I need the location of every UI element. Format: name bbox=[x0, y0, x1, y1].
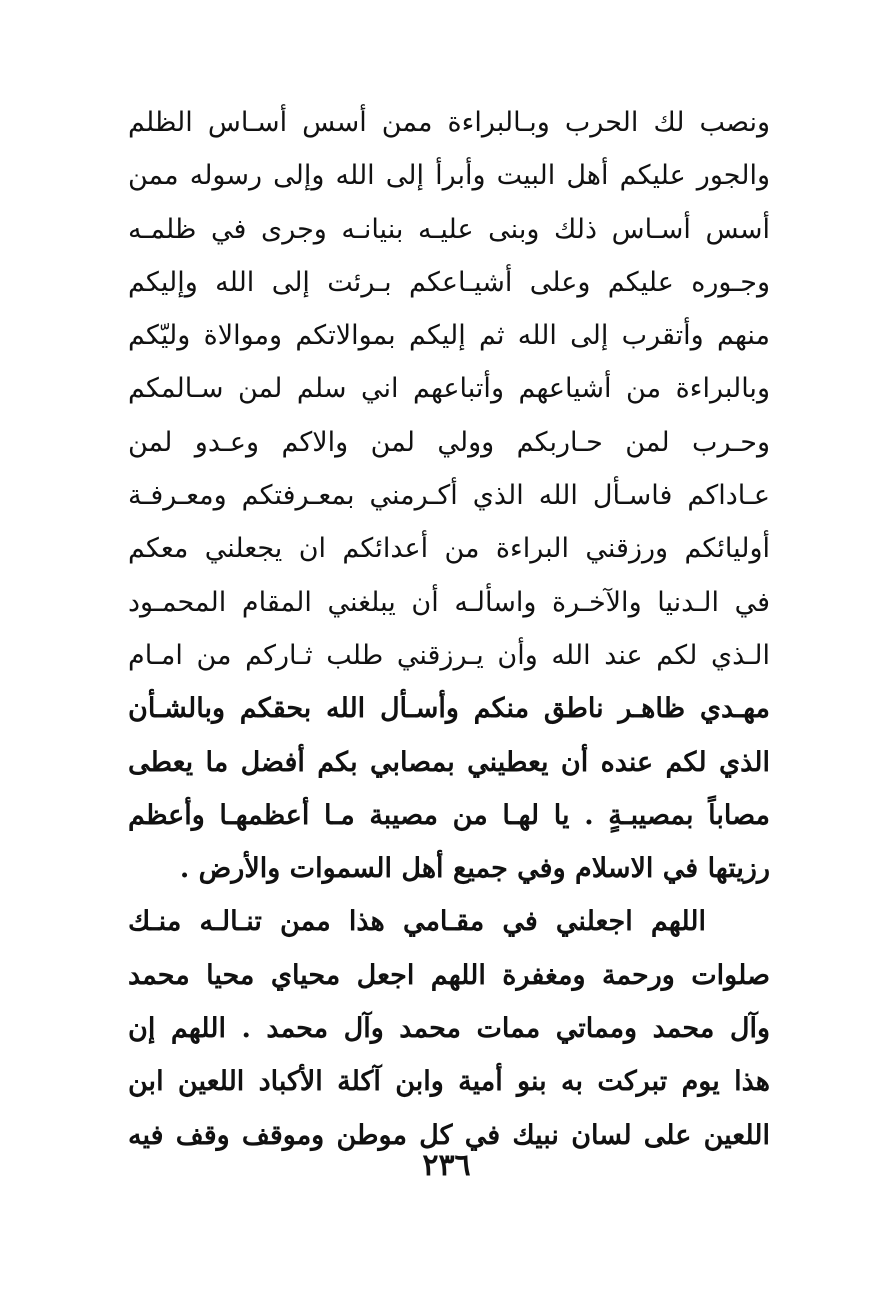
text-line: مهـدي ظاهـر ناطق منكم وأسـأل الله بحقكم وبالشـأن bbox=[128, 693, 770, 725]
text-line: هذا يوم تبركت به بنو أمية وابن آكلة الأكباد اللعين ابن bbox=[128, 1066, 770, 1098]
text-line: اللهم اجعلني في مقـامي هذا ممن تنـالـه منـك bbox=[128, 906, 706, 938]
text-line: صلوات ورحمة ومغفرة اللهم اجعل محياي محيا محمد bbox=[128, 959, 770, 991]
text-line: وبالبراءة من أشياعهم وأتباعهم اني سلم لمن سـالمكم bbox=[128, 373, 770, 405]
text-line: أسس أسـاس ذلك وبنى عليـه بنيانـه وجرى في ظلمـه bbox=[128, 213, 770, 245]
text-line: ونصب لك الحرب وبـالبراءة ممن أسس أسـاس الظلم bbox=[128, 107, 770, 138]
text-line: وآل محمد ومماتي ممات محمد وآل محمد . اللهم إن bbox=[128, 1013, 770, 1045]
text-line: والجور عليكم أهل البيت وأبرأ إلى الله وإلى رسوله ممن bbox=[128, 160, 770, 192]
page-number: ٢٣٦ bbox=[422, 1148, 471, 1183]
text-line: منهم وأتقرب إلى الله ثم إليكم بموالاتكم وموالاة وليّكم bbox=[128, 320, 770, 352]
text-line: وحـرب لمن حـاربكم وولي لمن والاكم وعـدو لمن bbox=[128, 426, 770, 458]
text-line: أوليائكم ورزقني البراءة من أعدائكم ان يجعلني معكم bbox=[128, 533, 770, 565]
text-line: الـذي لكم عند الله وأن يـرزقني طلب ثـاركم من امـام bbox=[128, 639, 770, 671]
text-line: الذي لكم عنده أن يعطيني بمصابي بكم أفضل ما يعطى bbox=[128, 746, 770, 778]
text-line: عـاداكم فاسـأل الله الذي أكـرمني بمعـرفتكم ومعـرفـة bbox=[128, 480, 770, 512]
text-line: اللعين على لسان نبيك في كل موطن وموقف وقف فيه bbox=[128, 1119, 770, 1151]
text-line: مصاباً بمصيبـةٍ . يا لهـا من مصيبة مـا أعظمهـا وأعظم bbox=[128, 799, 770, 831]
text-line: رزيتها في الاسلام وفي جميع أهل السموات والأرض . bbox=[179, 853, 770, 885]
text-line: وجـوره عليكم وعلى أشيـاعكم بـرئت إلى الله وإليكم bbox=[128, 266, 770, 298]
body-text bbox=[128, 96, 770, 1162]
text-line: في الـدنيا والآخـرة واسألـه أن يبلغني المقام المحمـود bbox=[128, 586, 770, 618]
